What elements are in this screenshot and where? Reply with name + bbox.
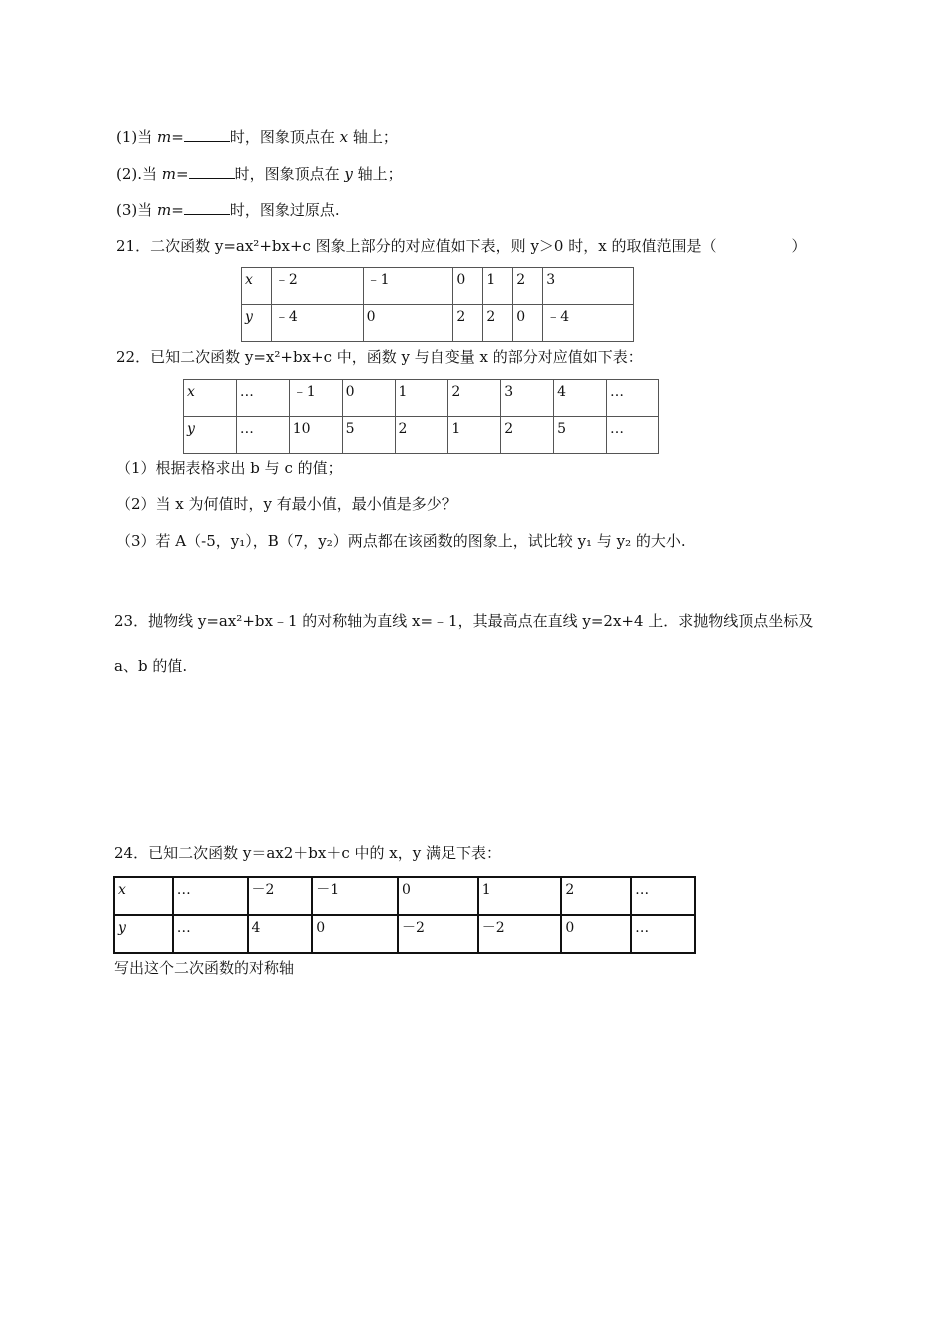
q20-p2-axis: y bbox=[344, 165, 353, 183]
q20-p3-pre: (3)当 bbox=[116, 201, 158, 219]
q24-cell: 1 bbox=[478, 877, 562, 915]
q21-cell: ﹣1 bbox=[363, 268, 453, 305]
q22-cell: … bbox=[607, 380, 659, 417]
q24-cell: y bbox=[114, 915, 173, 953]
q20-p3-post: 时，图象过原点. bbox=[229, 201, 340, 219]
q21-cell: ﹣4 bbox=[271, 305, 363, 342]
q22-cell: … bbox=[236, 417, 289, 454]
q20-p1-var: m bbox=[157, 128, 172, 146]
q21-cell: 2 bbox=[513, 268, 543, 305]
q24-cell: … bbox=[173, 915, 248, 953]
q22-cell: … bbox=[607, 417, 659, 454]
q24-cell: －2 bbox=[398, 915, 478, 953]
q20-p1-eq: = bbox=[171, 128, 184, 146]
q22-cell: 10 bbox=[289, 417, 342, 454]
q20-p1-blank bbox=[184, 127, 230, 142]
q21-row-y bbox=[242, 305, 634, 342]
q20-part-3 bbox=[116, 200, 340, 220]
q24-cell: －2 bbox=[478, 915, 562, 953]
q22-text: 22．已知二次函数 y=x²+bx+c 中，函数 y 与自变量 x 的部分对应值如下表： bbox=[116, 348, 643, 366]
q22-cell: 4 bbox=[554, 380, 607, 417]
q20-p2-eq: = bbox=[176, 165, 189, 183]
q24-cell: －1 bbox=[312, 877, 398, 915]
q20-p2-var: m bbox=[161, 165, 177, 183]
q20-part-2 bbox=[116, 164, 403, 184]
q20-p3-var: m bbox=[157, 201, 172, 219]
q22-cell: 1 bbox=[395, 380, 448, 417]
q22-cell: 5 bbox=[342, 417, 395, 454]
q24-cell: 0 bbox=[312, 915, 398, 953]
q22-cell: 2 bbox=[395, 417, 448, 454]
q20-p2-blank bbox=[189, 164, 235, 179]
q22-cell: 1 bbox=[448, 417, 501, 454]
q24-cell: 2 bbox=[561, 877, 631, 915]
q23-line-1: 23．抛物线 y=ax²+bx﹣1 的对称轴为直线 x=﹣1，其最高点在直线 y=2x+4 上．求抛物线顶点坐标及 bbox=[114, 612, 814, 630]
q24-cell: －2 bbox=[248, 877, 313, 915]
q24-table bbox=[113, 876, 696, 954]
q21-table bbox=[241, 267, 634, 342]
q22-part-1: （1）根据表格求出 b 与 c 的值； bbox=[116, 459, 343, 477]
q21-cell: 0 bbox=[513, 305, 543, 342]
q22-cell: y bbox=[184, 417, 237, 454]
q21-cell: 0 bbox=[363, 305, 453, 342]
q22-cell: 2 bbox=[448, 380, 501, 417]
q24-cell: 0 bbox=[398, 877, 478, 915]
q24-after-text: 写出这个二次函数的对称轴 bbox=[114, 959, 295, 977]
q24-cell: 0 bbox=[561, 915, 631, 953]
q22-cell: 3 bbox=[501, 380, 554, 417]
q21-cell: y bbox=[242, 305, 272, 342]
q21-cell: ﹣4 bbox=[543, 305, 634, 342]
q22-cell: ﹣1 bbox=[289, 380, 342, 417]
q24-row-x bbox=[114, 877, 695, 915]
q20-p1-tail: 轴上； bbox=[348, 128, 398, 146]
q22-cell: 0 bbox=[342, 380, 395, 417]
q21-cell: ﹣2 bbox=[271, 268, 363, 305]
q24-cell: 4 bbox=[248, 915, 313, 953]
q21-text: 21．二次函数 y=ax²+bx+c 图象上部分的对应值如下表，则 y＞0 时，x 的取值范围是（ ） bbox=[116, 237, 807, 255]
q20-p2-pre: (2).当 bbox=[116, 165, 162, 183]
q24-row-y bbox=[114, 915, 695, 953]
q20-p1-post: 时，图象顶点在 bbox=[229, 128, 340, 146]
q24-cell: x bbox=[114, 877, 173, 915]
q22-row-x bbox=[184, 380, 659, 417]
q21-cell: x bbox=[242, 268, 272, 305]
q22-part-3: （3）若 A（-5，y₁），B（7，y₂）两点都在该函数的图象上，试比较 y₁ 与 y₂ 的大小. bbox=[116, 532, 686, 550]
q22-part-2: （2）当 x 为何值时，y 有最小值，最小值是多少？ bbox=[116, 495, 457, 513]
q21-cell: 2 bbox=[483, 305, 513, 342]
q22-row-y bbox=[184, 417, 659, 454]
q20-p1-pre: (1)当 bbox=[116, 128, 158, 146]
q20-p2-post: 时，图象顶点在 bbox=[234, 165, 345, 183]
q24-cell: … bbox=[631, 915, 695, 953]
q24-cell: … bbox=[173, 877, 248, 915]
q21-row-x bbox=[242, 268, 634, 305]
q21-cell: 1 bbox=[483, 268, 513, 305]
q24-cell: … bbox=[631, 877, 695, 915]
q22-cell: 5 bbox=[554, 417, 607, 454]
q20-part-1 bbox=[116, 127, 398, 147]
q21-cell: 0 bbox=[453, 268, 483, 305]
q21-cell: 3 bbox=[543, 268, 634, 305]
q20-p3-blank bbox=[184, 200, 230, 215]
q21-cell: 2 bbox=[453, 305, 483, 342]
q22-cell: x bbox=[184, 380, 237, 417]
q24-text: 24．已知二次函数 y＝ax2＋bx＋c 中的 x，y 满足下表： bbox=[114, 844, 501, 862]
q20-p2-tail: 轴上； bbox=[352, 165, 403, 183]
q22-table bbox=[183, 379, 659, 454]
q22-cell: 2 bbox=[501, 417, 554, 454]
q20-p1-axis: x bbox=[339, 128, 349, 146]
q22-cell: … bbox=[236, 380, 289, 417]
q23-line-2: a、b 的值. bbox=[114, 657, 188, 675]
q20-p3-eq: = bbox=[171, 201, 184, 219]
